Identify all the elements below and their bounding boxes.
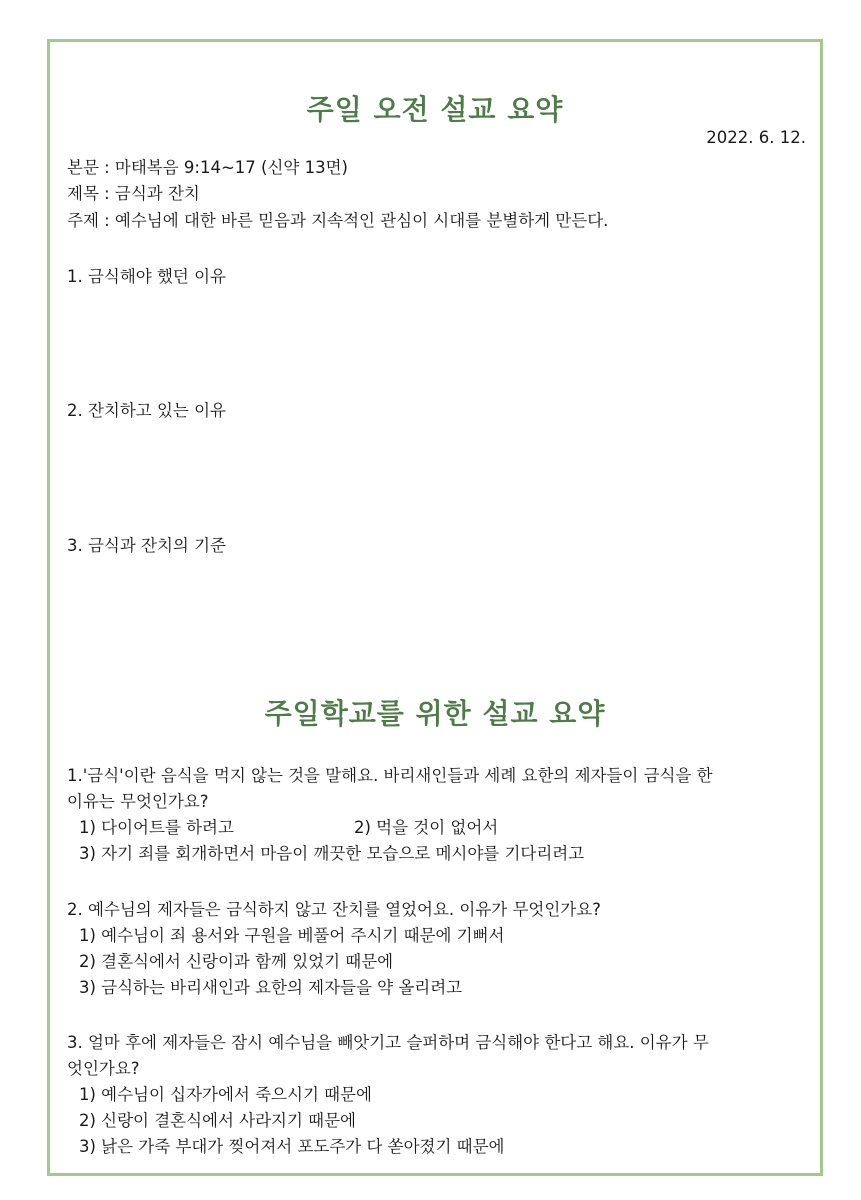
document-page (47, 39, 823, 1176)
sermon-point-2: 2. 잔치하고 있는 이유 (67, 401, 226, 420)
question-3-option-1: 1) 예수님이 십자가에서 죽으시기 때문에 (79, 1085, 372, 1104)
question-1-option-2: 2) 먹을 것이 없어서 (354, 818, 499, 837)
question-2-option-3: 3) 금식하는 바리새인과 요한의 제자들을 약 올리려고 (79, 978, 463, 997)
question-2-line-1: 2. 예수님의 제자들은 금식하지 않고 잔치를 열었어요. 이유가 무엇인가요? (67, 900, 601, 919)
sermon-title: 주일 오전 설교 요약 (306, 93, 564, 126)
sermon-point-3: 3. 금식과 잔치의 기준 (67, 536, 226, 555)
question-2-option-1: 1) 예수님이 죄 용서와 구원을 베풀어 주시기 때문에 기뻐서 (79, 926, 505, 945)
sermon-date: 2022. 6. 12. (706, 128, 806, 147)
question-1-option-1: 1) 다이어트를 하려고 (79, 818, 234, 837)
question-3-option-3: 3) 낡은 가죽 부대가 찢어져서 포도주가 다 쏟아졌기 때문에 (79, 1137, 505, 1156)
sermon-subject: 제목 : 금식과 잔치 (67, 184, 200, 203)
question-1-line-2: 이유는 무엇인가요? (67, 792, 209, 811)
question-1-option-3: 3) 자기 죄를 회개하면서 마음이 깨끗한 모습으로 메시야를 기다리려고 (79, 844, 585, 863)
question-1-line-1: 1.'금식'이란 음식을 먹지 않는 것을 말해요. 바리새인들과 세례 요한의 제자들이 금식을 한 (67, 766, 713, 785)
sermon-scripture: 본문 : 마태복음 9:14~17 (신약 13면) (67, 158, 348, 177)
sermon-theme: 주제 : 예수님에 대한 바른 믿음과 지속적인 관심이 시대를 분별하게 만든다. (67, 211, 609, 230)
question-3-line-1: 3. 얼마 후에 제자들은 잠시 예수님을 빼앗기고 슬퍼하며 금식해야 한다고 해요. 이유가 무 (67, 1033, 709, 1052)
sunday-school-title: 주일학교를 위한 설교 요약 (264, 697, 606, 730)
question-3-line-2: 엇인가요? (67, 1059, 140, 1078)
sermon-point-1: 1. 금식해야 했던 이유 (67, 267, 226, 286)
question-2-option-2: 2) 결혼식에서 신랑이과 함께 있었기 때문에 (79, 952, 394, 971)
question-3-option-2: 2) 신랑이 결혼식에서 사라지기 때문에 (79, 1111, 356, 1130)
